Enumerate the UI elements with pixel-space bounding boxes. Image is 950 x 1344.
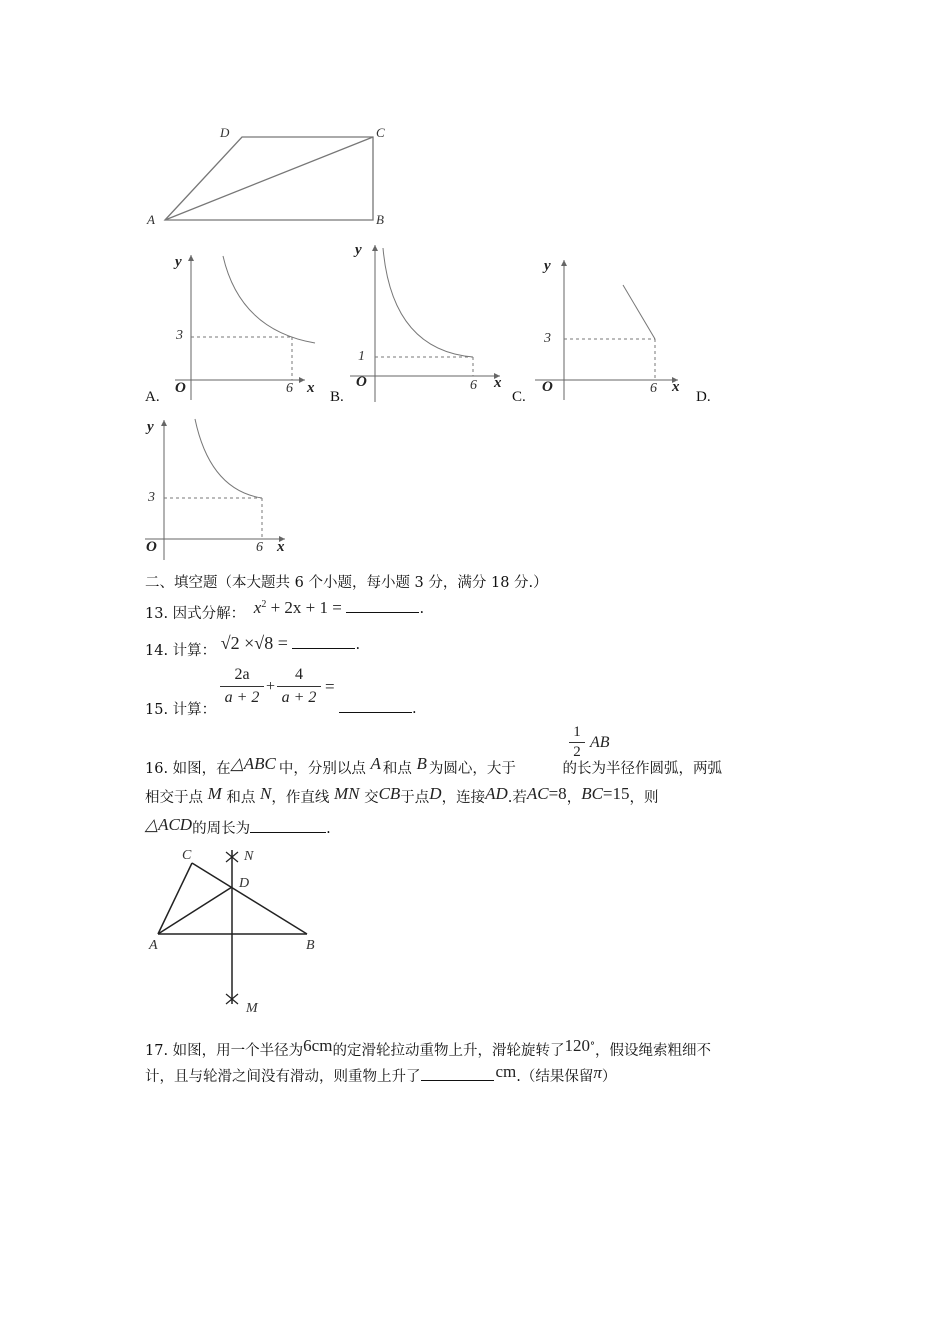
q16-text-13: 的周长为 <box>192 821 251 837</box>
fig16-label-c: C <box>182 848 192 863</box>
graph-c <box>530 255 700 405</box>
option-d-label: D. <box>696 389 711 405</box>
quad-diagonal-ac <box>165 137 373 220</box>
q16-label: 16. 如图，在 <box>145 761 231 777</box>
q16-tri-acd: △ACD <box>145 815 193 834</box>
q15-plus: + <box>266 678 276 695</box>
q16-text-3: 为圆心，大于 <box>428 761 516 777</box>
graph-a-x-label: x <box>307 380 315 396</box>
q17-line-2 <box>145 1062 616 1086</box>
graph-c-xtick: 6 <box>650 381 657 396</box>
graph-a-ytick: 3 <box>176 328 183 343</box>
graph-a <box>145 250 325 410</box>
graph-c-origin: O <box>542 379 553 395</box>
quad-label-a: A <box>147 212 155 227</box>
q16-ab: AB <box>590 734 610 751</box>
q17-radius: 6cm <box>303 1036 333 1055</box>
q13-end: . <box>419 601 425 617</box>
fig16-label-b: B <box>306 938 315 953</box>
fig16-label-m: M <box>246 1001 258 1016</box>
q16-figure <box>140 842 340 1022</box>
graph-d-xtick: 6 <box>256 540 263 555</box>
graph-d-x-label: x <box>277 539 285 555</box>
q17-label: 17. 如图，用一个半径为 <box>145 1043 304 1059</box>
graph-d-svg <box>140 415 315 565</box>
q16-text-12: ，则 <box>629 790 659 806</box>
option-a-label: A. <box>145 389 160 405</box>
graph-a-svg <box>145 250 325 410</box>
q14-answer-blank[interactable] <box>292 634 355 649</box>
q16-tri-abc: △ABC <box>230 754 276 773</box>
q15-num2: 4 <box>295 666 303 683</box>
q16-text-11: .若 <box>507 790 527 806</box>
q16-frac-num: 1 <box>573 724 581 740</box>
q16-point-a: A <box>370 754 381 773</box>
q13-label: 13. 因式分解： <box>145 606 246 622</box>
q16-point-m: M <box>207 784 222 803</box>
graph-d-origin: O <box>146 539 157 555</box>
q16-point-b: B <box>416 754 427 773</box>
q14-expr: √2 ×√8 = <box>220 633 288 653</box>
q13-sup: 2 <box>261 599 267 611</box>
q15-fraction-2 <box>277 666 321 707</box>
q17-text-2: ，假设绳索粗细不 <box>594 1043 711 1059</box>
q17-text-1: 的定滑轮拉动重物上升，滑轮旋转了 <box>332 1043 565 1059</box>
q15-answer <box>339 698 417 717</box>
graph-b-x-label: x <box>494 375 502 391</box>
graph-d-curve <box>195 419 262 498</box>
q16-line-3 <box>145 815 331 838</box>
question-13 <box>145 598 424 623</box>
graph-c-y-label: y <box>544 258 551 274</box>
graph-b <box>330 240 510 405</box>
graph-a-y-label: y <box>175 254 182 270</box>
q16-text-4: 的长为半径作圆弧，两弧 <box>562 761 722 777</box>
q16-point-n: N <box>260 784 272 803</box>
q16-seg-ac: AC <box>526 784 549 803</box>
q15-den2: a + 2 <box>281 689 317 706</box>
q17-text-3: 计，且与轮滑之间没有滑动，则重物上升了 <box>145 1069 421 1085</box>
graph-c-x-label: x <box>672 379 680 395</box>
graph-b-origin: O <box>356 374 367 390</box>
q17-degree: 120 <box>564 1036 590 1055</box>
q16-text-1: 中，分别以点 <box>278 761 366 777</box>
graph-a-curve <box>223 256 315 343</box>
graph-d-ytick: 3 <box>148 490 155 505</box>
quad-label-c: C <box>376 125 385 140</box>
quad-label-d: D <box>220 125 230 140</box>
q16-text-10: ，连接 <box>441 790 486 806</box>
q16-line-1 <box>145 754 722 778</box>
quadrilateral-figure <box>140 120 400 235</box>
fig16-label-d: D <box>239 876 250 891</box>
q16-eq-8: =8 <box>548 784 567 803</box>
option-b-label: B. <box>330 389 344 405</box>
q17-unit: cm <box>495 1062 517 1081</box>
q16-seg-ad: AD <box>485 784 508 803</box>
q16-text-9: 于点 <box>400 790 430 806</box>
graph-a-origin: O <box>175 380 186 396</box>
q16-text-5: 相交于点 <box>145 790 203 806</box>
q15-num1: 2a <box>234 666 250 683</box>
fig16-seg-cb <box>192 863 307 934</box>
q16-text-7: ，作直线 <box>271 790 330 806</box>
q16-figure-svg <box>140 842 340 1022</box>
q13-expr: + 2x + 1 = <box>266 598 342 617</box>
q16-line-2 <box>145 784 659 807</box>
q16-frac-den: 2 <box>573 744 581 760</box>
q16-point-d: D <box>429 784 442 803</box>
graph-b-curve <box>383 248 473 357</box>
graph-c-line <box>623 285 655 339</box>
option-c-label: C. <box>512 389 526 405</box>
section-title: 二、填空题（本大题共 6 个小题，每小题 3 分，满分 18 分.） <box>145 575 548 591</box>
q15-label: 15. 计算： <box>145 702 217 718</box>
graph-d-y-label: y <box>147 419 154 435</box>
graph-b-y-label: y <box>355 242 362 258</box>
q17-text-4: .（结果保留 <box>516 1069 594 1085</box>
graph-d <box>140 415 315 565</box>
q16-seg-cb: CB <box>378 784 401 803</box>
q17-close: ） <box>601 1069 617 1085</box>
q15-den1: a + 2 <box>224 689 260 706</box>
q13-x: x <box>253 598 262 617</box>
q17-answer-blank[interactable] <box>421 1066 494 1081</box>
q16-text-6: 和点 <box>226 790 256 806</box>
graph-c-ytick: 3 <box>544 331 551 346</box>
graph-b-ytick: 1 <box>358 349 365 364</box>
quad-label-b: B <box>376 212 384 227</box>
q16-answer-blank[interactable] <box>250 818 326 833</box>
q13-answer-blank[interactable] <box>346 598 419 613</box>
q15-fraction-1 <box>220 666 264 707</box>
q16-eq-15: =15 <box>602 784 630 803</box>
graph-b-xtick: 6 <box>470 378 477 393</box>
graph-a-xtick: 6 <box>286 381 293 396</box>
q14-end: . <box>355 637 361 653</box>
q16-text-2: 和点 <box>382 761 412 777</box>
q16-line-mn: MN <box>333 784 360 803</box>
fig16-label-n: N <box>244 849 254 864</box>
q16-end: . <box>326 821 331 837</box>
q17-line-1 <box>145 1036 711 1060</box>
quadrilateral-svg <box>140 120 400 235</box>
fig16-label-a: A <box>149 938 158 953</box>
q17-degree-symbol: ° <box>589 1041 595 1053</box>
q14-label: 14. 计算： <box>145 643 217 659</box>
q16-seg-bc: BC <box>581 784 603 803</box>
q16-text-8: 交 <box>364 790 379 806</box>
q15-end: . <box>412 701 417 717</box>
q15-eq: = <box>325 677 335 696</box>
q16-comma: ， <box>566 790 582 806</box>
question-14 <box>145 633 360 660</box>
q15-answer-blank[interactable] <box>339 698 412 713</box>
q17-pi: π <box>593 1063 602 1082</box>
